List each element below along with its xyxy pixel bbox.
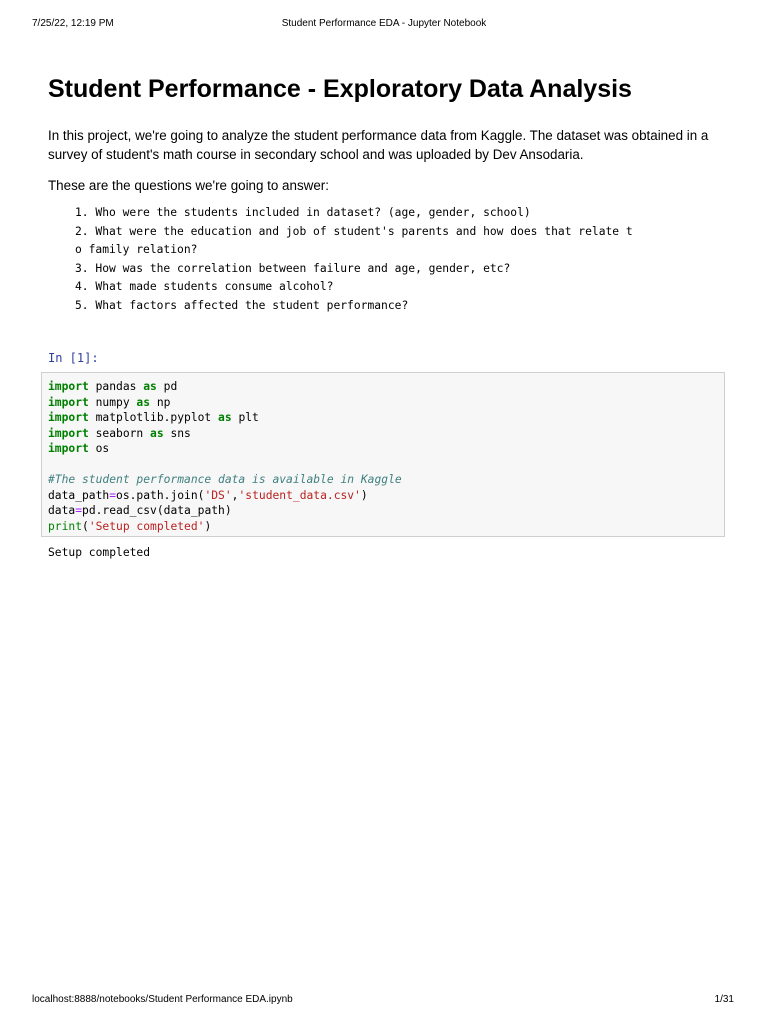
code-token: import <box>48 442 89 455</box>
question-line: o family relation? <box>75 243 198 256</box>
intro-paragraph: In this project, we're going to analyze the student performance data from Kaggle. The dataset was obtained in a survey of student's math course in secondary school and was uploaded by Dev Ansodaria. <box>48 128 709 162</box>
question-line: 2. What were the education and job of student's parents and how does that relate t <box>75 224 633 238</box>
code-token: import <box>48 411 89 424</box>
code-token: ) <box>204 519 212 533</box>
code-token: np <box>150 395 171 409</box>
code-token: as <box>218 411 232 424</box>
code-token: as <box>150 426 164 440</box>
code-line <box>48 489 368 502</box>
question-line: 3. How was the correlation between failure and age, gender, etc? <box>75 261 511 275</box>
print-footer <box>32 994 736 1006</box>
code-token: numpy <box>88 395 137 409</box>
code-token: = <box>109 488 117 502</box>
code-token: os.path.join( <box>116 488 205 502</box>
code-token: ( <box>82 519 89 533</box>
code-token: pd <box>156 380 178 393</box>
code-token: pandas <box>88 380 144 393</box>
code-token: os <box>88 442 110 455</box>
code-token: ) <box>360 488 368 502</box>
code-line <box>48 411 259 424</box>
cell-output: Setup completed <box>48 546 151 559</box>
questions-lead: These are the questions we're going to answer: <box>48 178 329 193</box>
question-list <box>75 204 633 315</box>
question-line: 5. What factors affected the student performance? <box>75 298 409 312</box>
code-token: plt <box>231 411 259 424</box>
code-token: , <box>231 488 239 502</box>
code-token: seaborn <box>88 426 151 440</box>
code-token: sns <box>163 426 191 440</box>
question-line: 1. Who were the students included in dataset? (age, gender, school) <box>75 206 531 219</box>
code-token: import <box>48 395 89 409</box>
notebook-heading: Student Performance - Exploratory Data Analysis <box>48 75 632 103</box>
code-token: import <box>48 380 89 393</box>
code-line <box>48 396 170 409</box>
code-token: pd.read_csv(data_path) <box>82 504 232 517</box>
code-cell[interactable] <box>41 372 725 537</box>
code-token: print <box>48 519 83 533</box>
print-document-title: Student Performance EDA - Jupyter Notebook <box>281 18 487 29</box>
code-editor[interactable] <box>48 379 402 534</box>
code-token: as <box>143 380 157 393</box>
code-line <box>48 473 402 486</box>
code-token: matplotlib.pyplot <box>88 411 219 424</box>
code-token: data <box>48 504 76 517</box>
code-token: as <box>136 395 151 409</box>
code-token: 'student_data.csv' <box>238 488 361 502</box>
code-line <box>48 442 109 455</box>
code-token: import <box>48 426 89 440</box>
code-token: #The student performance data is available in Kaggle <box>48 473 402 486</box>
print-url: localhost:8888/notebooks/Student Performance EDA.ipynb <box>32 994 293 1005</box>
question-line: 4. What made students consume alcohol? <box>75 280 334 293</box>
code-token: 'Setup completed' <box>88 519 205 533</box>
code-line <box>48 427 191 440</box>
print-datetime: 7/25/22, 12:19 PM <box>32 18 114 29</box>
code-token: data_path <box>48 488 110 502</box>
code-token: 'DS' <box>204 488 232 502</box>
code-line <box>48 520 211 533</box>
input-prompt: In [1]: <box>48 351 99 365</box>
page-number: 1/31 <box>714 994 734 1005</box>
code-line <box>48 504 232 517</box>
print-header <box>32 18 736 30</box>
code-line <box>48 380 177 393</box>
code-token: = <box>75 504 83 517</box>
